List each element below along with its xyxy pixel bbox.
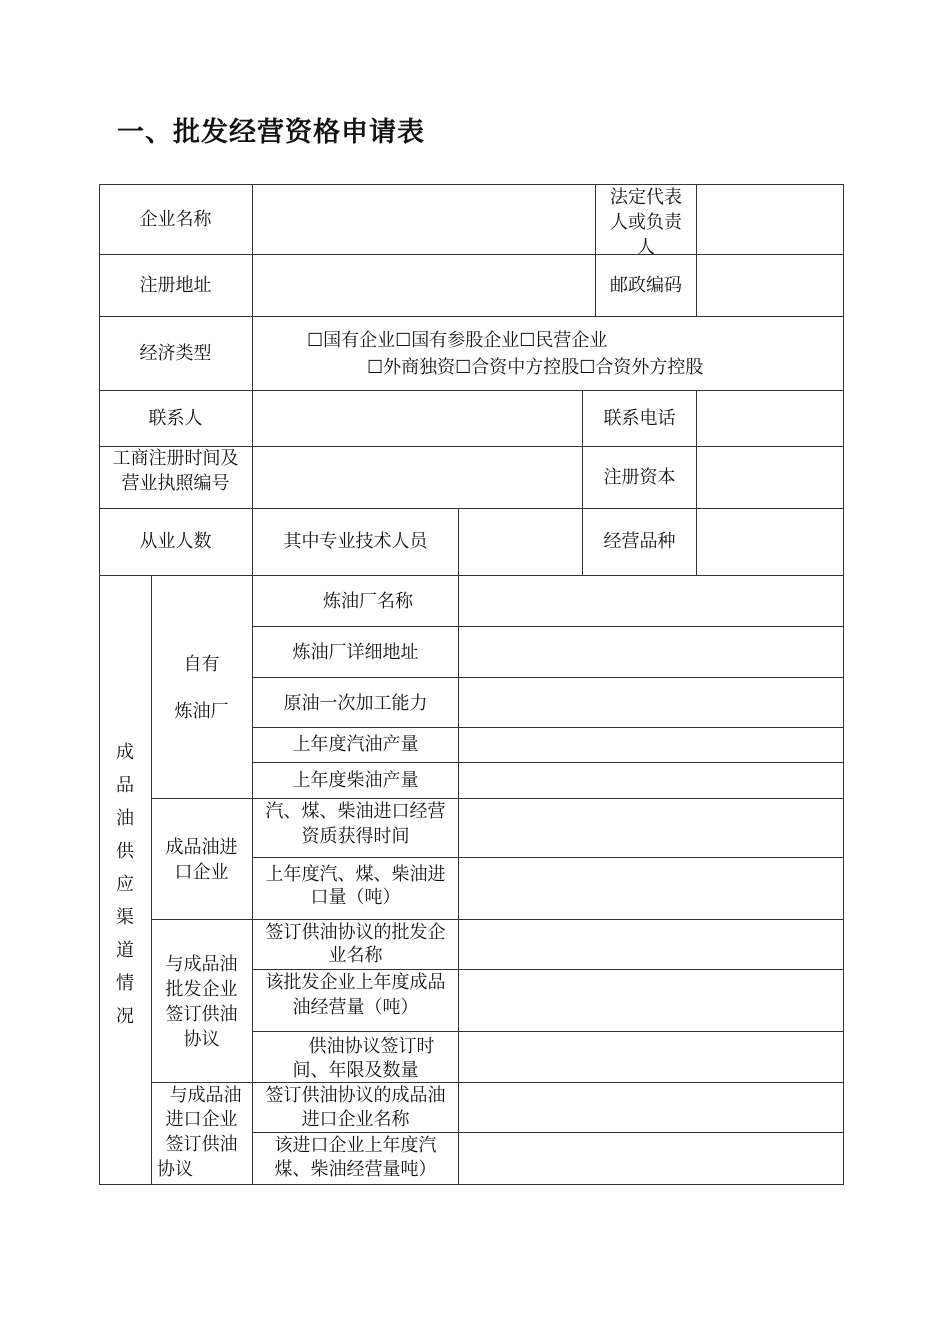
table-border-left — [99, 184, 100, 1185]
business-varieties-field[interactable] — [697, 509, 843, 575]
contact-phone-label: 联系电话 — [603, 408, 676, 429]
import-agree-label-line1: 与成品油 — [169, 1085, 242, 1106]
economic-type-options-line1[interactable]: ☐国有企业☐国有参股企业☐民营企业 — [307, 330, 608, 351]
business-varieties-label: 经营品种 — [603, 531, 676, 552]
postal-code-label: 邮政编码 — [610, 275, 682, 296]
legal-rep-label-line2: 人或负责 — [610, 212, 682, 233]
biz-reg-field[interactable] — [253, 447, 582, 508]
reg-capital-field[interactable] — [697, 447, 843, 508]
company-name-field[interactable] — [253, 185, 595, 254]
own-refinery-label-line1: 自有 — [183, 654, 220, 675]
table-border-right — [843, 184, 844, 1185]
import-qual-label-line1: 汽、煤、柴油进口经营 — [265, 801, 446, 822]
row-divider — [99, 316, 844, 317]
agree-terms-label-line2: 间、年限及数量 — [292, 1060, 419, 1081]
crude-capacity-label: 原油一次加工能力 — [283, 693, 428, 714]
page-title: 一、批发经营资格申请表 — [117, 117, 425, 148]
refinery-address-field[interactable] — [459, 627, 843, 677]
import-qual-label-line2: 资质获得时间 — [301, 826, 410, 847]
reg-capital-label: 注册资本 — [603, 467, 676, 488]
gasoline-output-field[interactable] — [459, 728, 843, 762]
contact-label: 联系人 — [148, 408, 203, 429]
economic-type-label: 经济类型 — [139, 343, 212, 364]
wholesale-volume-field[interactable] — [459, 970, 843, 1031]
reg-address-field[interactable] — [253, 255, 595, 316]
wholesale-agree-label-line1: 与成品油 — [165, 954, 238, 975]
agree-terms-label-line1: 供油协议签订时 — [308, 1036, 435, 1057]
import-volume-label-line2: 口量（吨） — [310, 887, 401, 908]
wholesale-volume-label-line1: 该批发企业上年度成品 — [265, 972, 446, 993]
postal-code-field[interactable] — [697, 255, 843, 316]
importer-name-label-line1: 签订供油协议的成品油 — [265, 1085, 446, 1106]
contact-phone-field[interactable] — [697, 391, 843, 446]
importer-label-line1: 成品油进 — [165, 837, 238, 858]
diesel-output-field[interactable] — [459, 763, 843, 798]
legal-rep-label-line1: 法定代表 — [610, 187, 682, 208]
import-agree-label-line4: 协议 — [157, 1159, 193, 1180]
tech-staff-field[interactable] — [459, 509, 582, 575]
refinery-name-label: 炼油厂名称 — [323, 591, 413, 612]
wholesale-agree-label-line3: 签订供油 — [165, 1004, 238, 1025]
wholesale-agree-label-line2: 批发企业 — [165, 979, 238, 1000]
wholesale-volume-label-line2: 油经营量（吨） — [292, 997, 419, 1018]
legal-rep-field[interactable] — [697, 185, 843, 254]
crude-capacity-field[interactable] — [459, 678, 843, 727]
supply-channel-label: 成 品 油 供 应 渠 道 情 况 — [116, 742, 134, 1027]
importer-volume-field[interactable] — [459, 1133, 843, 1184]
wholesale-agree-label-line4: 协议 — [183, 1029, 220, 1050]
tech-staff-label: 其中专业技术人员 — [283, 531, 428, 552]
staff-count-label: 从业人数 — [139, 531, 212, 552]
biz-reg-label-line1: 工商注册时间及 — [112, 448, 239, 469]
table-border-bottom — [99, 1184, 844, 1185]
reg-address-label: 注册地址 — [139, 275, 212, 296]
refinery-name-field[interactable] — [459, 576, 843, 626]
legal-rep-label-line3: 人 — [637, 237, 655, 254]
importer-name-field[interactable] — [459, 1083, 843, 1132]
own-refinery-label-line2: 炼油厂 — [174, 701, 229, 722]
importer-label-line2: 口企业 — [174, 862, 229, 883]
diesel-output-label: 上年度柴油产量 — [292, 770, 419, 791]
company-name-label: 企业名称 — [139, 209, 212, 230]
application-form-table — [99, 184, 844, 1185]
importer-volume-label-line1: 该进口企业上年度汽 — [274, 1135, 437, 1156]
agree-terms-field[interactable] — [459, 1032, 843, 1082]
importer-volume-label-line2: 煤、柴油经营量吨） — [274, 1159, 437, 1180]
importer-name-label-line2: 进口企业名称 — [301, 1109, 410, 1130]
refinery-address-label: 炼油厂详细地址 — [292, 642, 419, 663]
import-volume-field[interactable] — [459, 858, 843, 919]
wholesale-name-field[interactable] — [459, 920, 843, 969]
import-agree-label-line2: 进口企业 — [165, 1109, 238, 1130]
contact-field[interactable] — [253, 391, 582, 446]
economic-type-options-line2[interactable]: ☐外商独资☐合资中方控股☐合资外方控股 — [367, 357, 704, 378]
wholesale-name-label-line1: 签订供油协议的批发企 — [265, 922, 446, 943]
import-qual-field[interactable] — [459, 799, 843, 857]
import-agree-label-line3: 签订供油 — [165, 1134, 238, 1155]
gasoline-output-label: 上年度汽油产量 — [292, 734, 419, 755]
import-volume-label-line1: 上年度汽、煤、柴油进 — [265, 864, 446, 885]
biz-reg-label-line2: 营业执照编号 — [121, 473, 230, 494]
wholesale-name-label-line2: 业名称 — [328, 945, 383, 966]
